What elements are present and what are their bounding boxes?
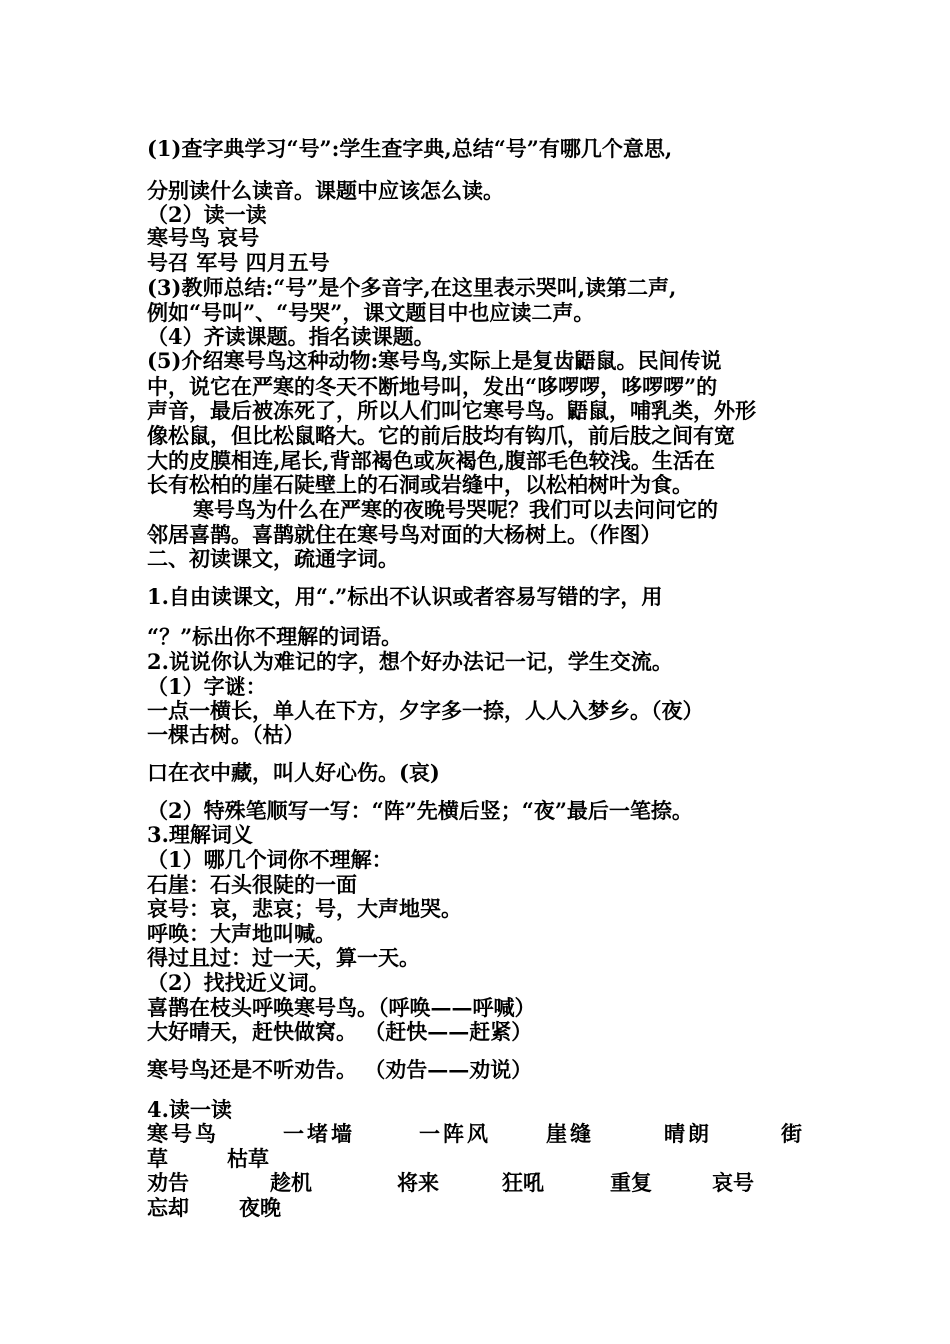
text-line: 大的皮膜相连,尾长,背部褐色或灰褐色,腹部毛色较浅。生活在 xyxy=(147,448,715,473)
text-line: 邻居喜鹊。喜鹊就住在寒号鸟对面的大杨树上。（作图） xyxy=(147,522,662,547)
text-line: 2.说说你认为难记的字，想个好办法记一记，学生交流。 xyxy=(147,649,673,674)
text-line: （1）哪几个词你不理解： xyxy=(147,847,393,872)
text-line: 号召 军号 四月五号 xyxy=(147,250,330,275)
word-row xyxy=(147,1170,812,1196)
word: 哀号 xyxy=(712,1170,754,1195)
text-line: （2）读一读 xyxy=(147,202,267,227)
text-line: 长有松柏的崖石陡壁上的石洞或岩缝中，以松柏树叶为食。 xyxy=(147,472,693,497)
text-line: 一点一横长，单人在下方，夕字多一捺，人人入梦乡。（夜） xyxy=(147,698,704,723)
text-line: 呼唤：大声地叫喊。 xyxy=(147,921,336,946)
word: 寒号鸟 xyxy=(147,1121,219,1146)
word: 重复 xyxy=(610,1170,652,1195)
text-line: 喜鹊在枝头呼唤寒号鸟。（呼唤——呼喊） xyxy=(147,995,536,1020)
text-line: （2）特殊笔顺写一写：“阵”先横后竖；“夜”最后一笔捺。 xyxy=(147,798,693,823)
word: 晴朗 xyxy=(664,1121,712,1146)
word: 草 xyxy=(147,1146,168,1171)
word: 劝告 xyxy=(147,1170,189,1195)
text-line: (1)查字典学习“号”:学生查字典,总结“号”有哪几个意思, xyxy=(147,136,673,161)
text-line: （4）齐读课题。指名读课题。 xyxy=(147,324,435,349)
text-line: 一棵古树。（枯） xyxy=(147,722,305,747)
text-line: 口在衣中藏，叫人好心伤。(哀) xyxy=(147,760,440,785)
text-line: （1）字谜： xyxy=(147,674,267,699)
word: 趁机 xyxy=(270,1170,312,1195)
text-line: 像松鼠，但比松鼠略大。它的前后肢均有钩爪，前后肢之间有宽 xyxy=(147,423,735,448)
word: 枯草 xyxy=(227,1146,269,1171)
text-line: 4.读一读 xyxy=(147,1097,232,1122)
text-line: (5)介绍寒号鸟这种动物:寒号鸟,实际上是复齿鼯鼠。民间传说 xyxy=(147,348,722,373)
word-row xyxy=(147,1195,812,1221)
text-line: 声音，最后被冻死了，所以人们叫它寒号鸟。鼯鼠，哺乳类，外形 xyxy=(147,398,756,423)
text-line: 例如“号叫”、“号哭”，课文题目中也应读二声。 xyxy=(147,300,595,325)
word: 忘却 xyxy=(147,1195,189,1220)
word: 街 xyxy=(781,1121,802,1146)
word: 狂吼 xyxy=(502,1170,544,1195)
section-heading: 二、初读课文，疏通字词。 xyxy=(147,546,399,571)
text-line: 寒号鸟为什么在严寒的夜晚号哭呢？我们可以去问问它的 xyxy=(193,497,718,522)
text-line: 分别读什么读音。课题中应该怎么读。 xyxy=(147,178,504,203)
text-line: 得过且过：过一天，算一天。 xyxy=(147,945,420,970)
text-line: （2）找找近义词。 xyxy=(147,970,330,995)
text-line: 寒号鸟还是不听劝告。 （劝告——劝说） xyxy=(147,1057,533,1082)
text-line: 寒号鸟 哀号 xyxy=(147,225,260,250)
word: 一堵墙 xyxy=(283,1121,355,1146)
word: 夜晚 xyxy=(239,1195,281,1220)
word: 一阵风 xyxy=(419,1121,491,1146)
text-line: 1.自由读课文，用“.”标出不认识或者容易写错的字，用 xyxy=(147,584,663,609)
text-line: 哀号：哀，悲哀；号，大声地哭。 xyxy=(147,896,462,921)
word-row xyxy=(147,1146,812,1172)
word-row xyxy=(147,1121,812,1147)
text-line: 石崖：石头很陡的一面 xyxy=(147,872,357,897)
text-line: 中，说它在严寒的冬天不断地号叫，发出“哆啰啰，哆啰啰”的 xyxy=(147,374,718,399)
word: 将来 xyxy=(397,1170,439,1195)
word: 崖缝 xyxy=(546,1121,594,1146)
text-line: 大好晴天，赶快做窝。 （赶快——赶紧） xyxy=(147,1019,533,1044)
text-line: (3)教师总结:“号”是个多音字,在这里表示哭叫,读第二声, xyxy=(147,275,677,300)
text-line: “？”标出你不理解的词语。 xyxy=(147,624,403,649)
text-line: 3.理解词义 xyxy=(147,822,253,847)
